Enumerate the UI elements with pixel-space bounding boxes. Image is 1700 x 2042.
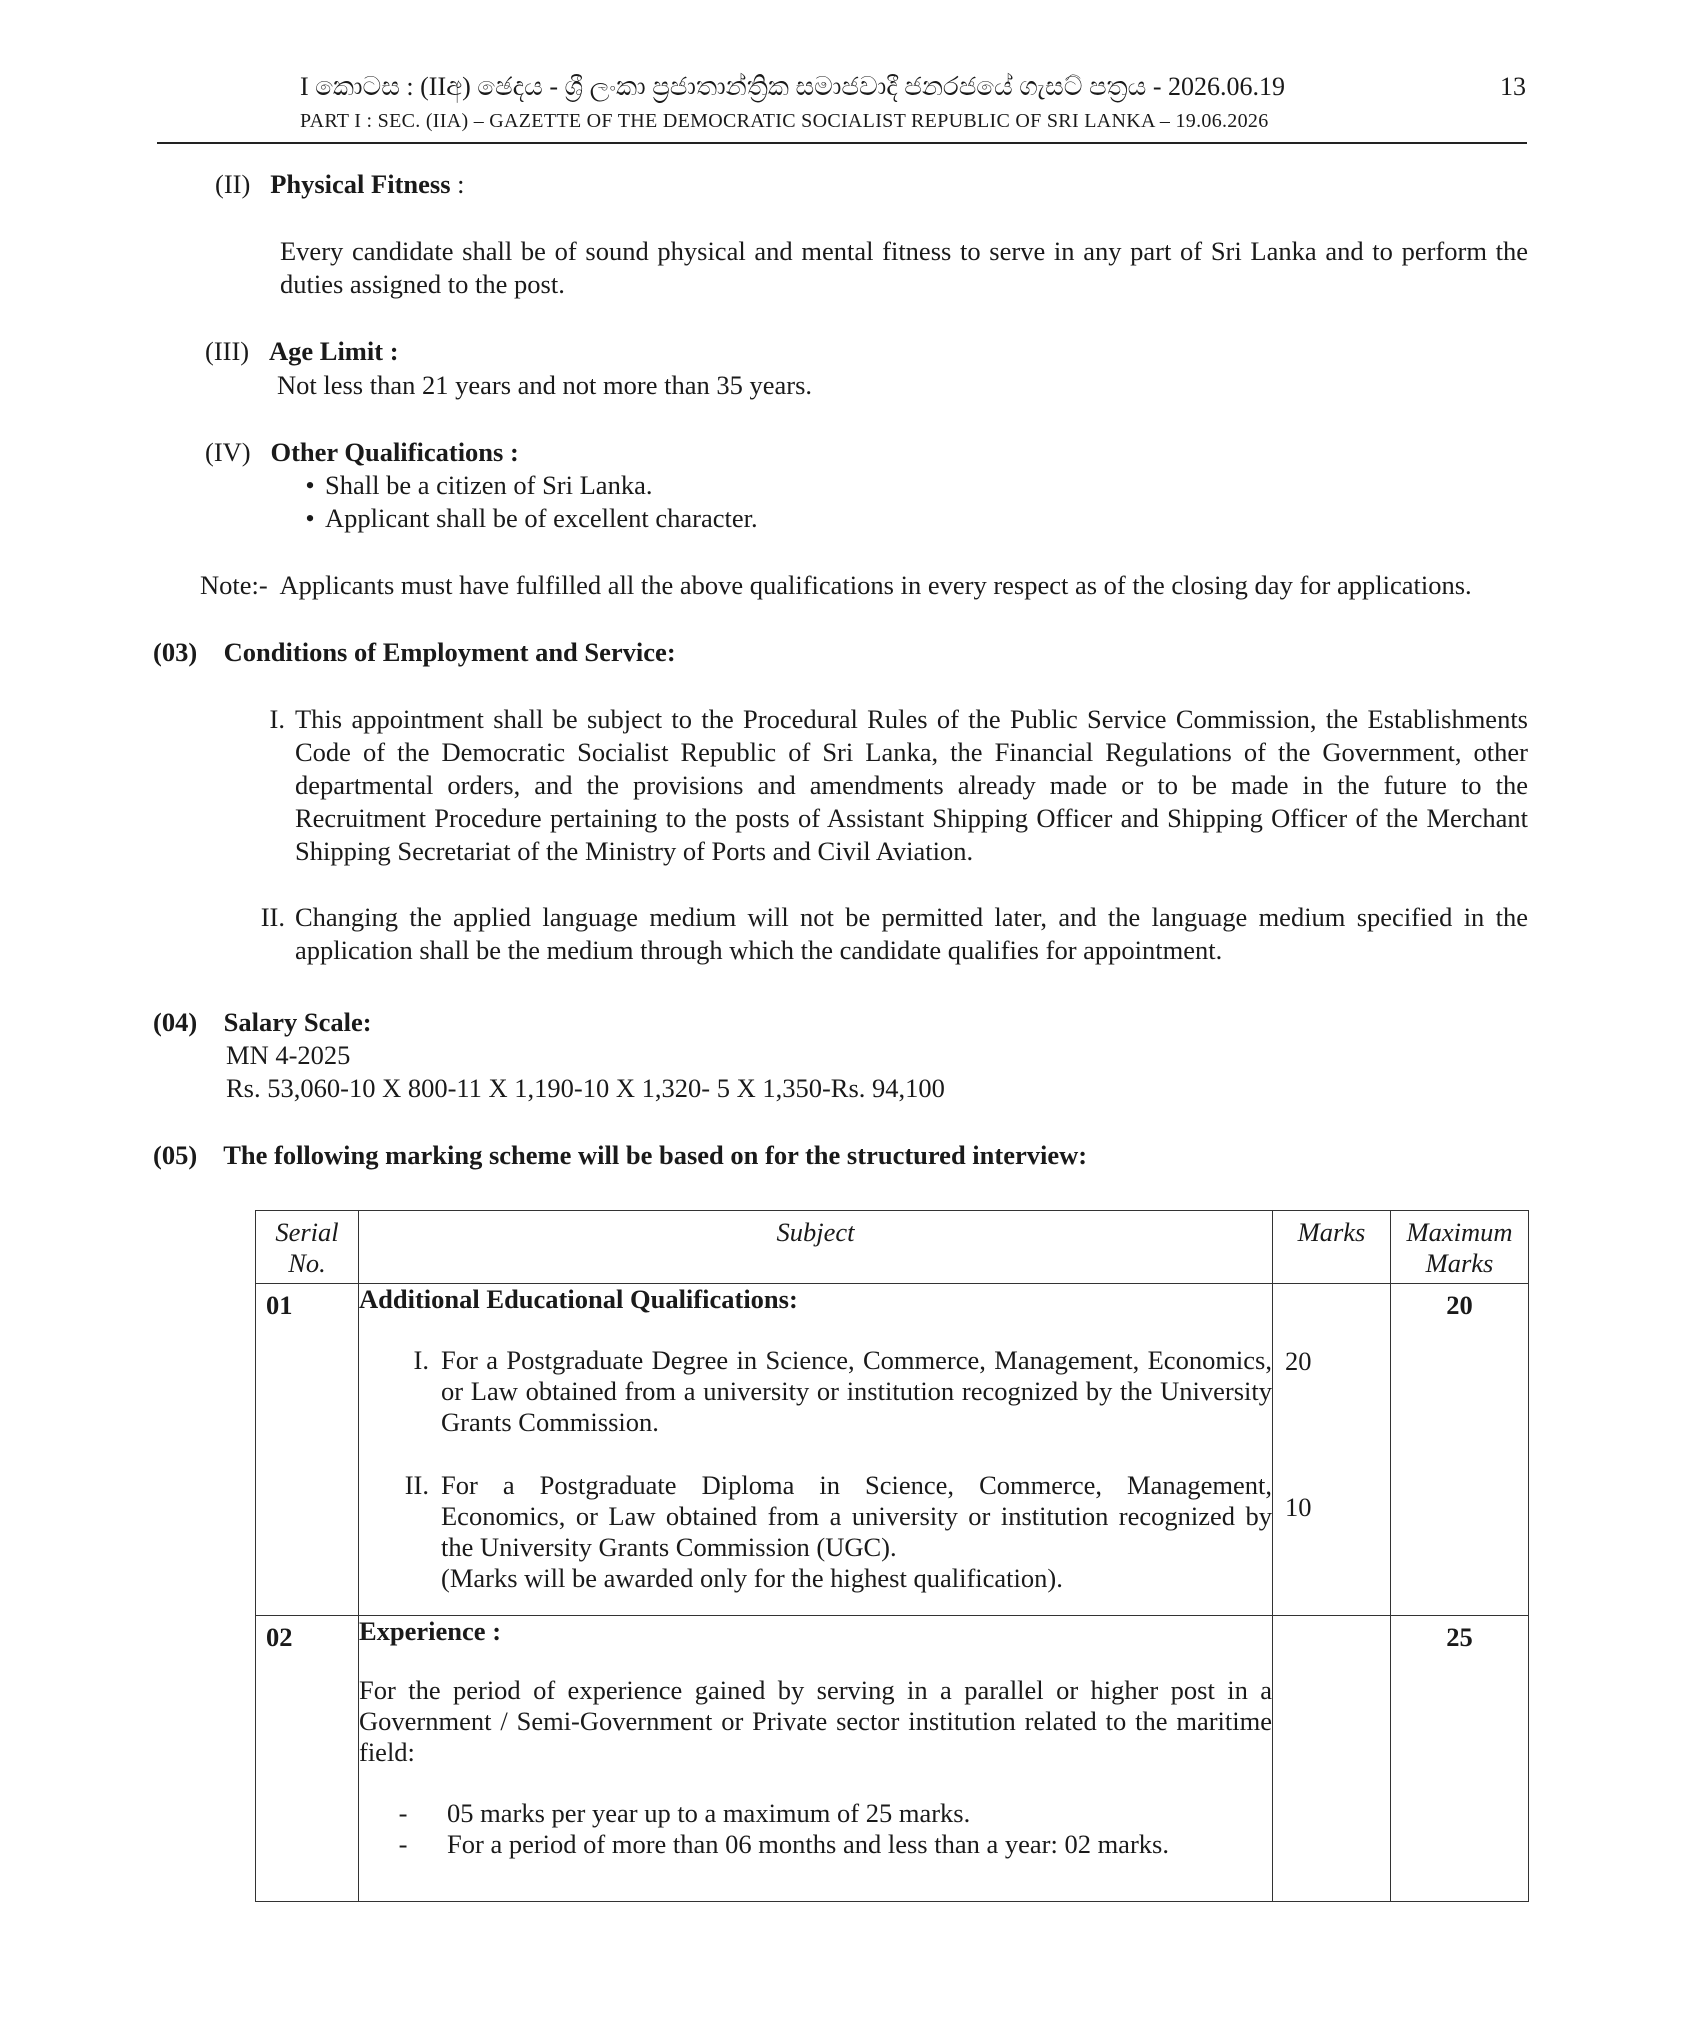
list-item — [295, 469, 758, 502]
salary-scale: Rs. 53,060-10 X 800-11 X 1,190-10 X 1,320- 5 X 1,350-Rs. 94,100 — [226, 1073, 945, 1103]
other-qualifications-list — [295, 469, 758, 535]
list-item — [359, 1798, 1272, 1829]
list-item — [359, 1829, 1272, 1860]
section-title: Other Qualifications : — [270, 437, 519, 467]
section-title: Physical Fitness — [270, 169, 451, 199]
table-row — [256, 1284, 1529, 1616]
item-text: This appointment shall be subject to the Procedural Rules of the Public Service Commission, the Establishments Code of the Democratic Socialist Republic of Sri Lanka, the Financial Regulations of the Government, other departmental orders, and the provisions and amendments already made or to be made in the future to the Recruitment Procedure pertaining to the posts of Assistant Shipping Officer and Shipping Officer of the Merchant Shipping Secretariat of the Ministry of Ports and Civil Aviation. — [295, 704, 1528, 866]
section-title: Salary Scale: — [223, 1007, 372, 1037]
section-number: (II) — [215, 169, 251, 199]
section-number: (05) — [153, 1140, 198, 1170]
marks-cell — [1273, 1616, 1391, 1902]
item-number: I. — [413, 1345, 429, 1375]
bullet-icon: • — [305, 503, 315, 533]
conditions-list — [240, 703, 1528, 967]
salary-heading — [153, 1006, 372, 1039]
list-item — [295, 502, 758, 535]
list-item-text: Shall be a citizen of Sri Lanka. — [325, 470, 653, 500]
header-subject: Subject — [359, 1211, 1273, 1284]
page-number: 13 — [1500, 72, 1526, 101]
serial-cell: 01 — [256, 1284, 359, 1616]
item-text: For a Postgraduate Degree in Science, Commerce, Management, Economics, or Law obtained from a university or institution recognized by the University Grants Commission. — [441, 1345, 1272, 1437]
condition-item — [240, 901, 1528, 967]
subject-cell — [359, 1284, 1273, 1616]
section-title: Conditions of Employment and Service: — [223, 637, 676, 667]
physical-fitness-heading — [215, 168, 465, 201]
marks-value: 10 — [1285, 1492, 1312, 1522]
sub-item — [359, 1470, 1272, 1594]
item-number: II. — [260, 902, 285, 932]
other-qualifications-heading — [205, 436, 519, 469]
title-colon: : — [450, 169, 465, 199]
header-divider — [157, 142, 1527, 144]
age-limit-heading — [205, 335, 399, 368]
note-text: Applicants must have fulfilled all the above qualifications in every respect as of the closing day for applications. — [279, 570, 1472, 600]
item-note: (Marks will be awarded only for the highest qualification). — [441, 1563, 1063, 1593]
item-number: II. — [404, 1470, 429, 1500]
salary-code: MN 4-2025 — [226, 1040, 351, 1070]
item-text: For a Postgraduate Diploma in Science, Commerce, Management, Economics, or Law obtained from a university or institution recognized by the University Grants Commission (UGC). — [441, 1470, 1272, 1562]
dash-list — [359, 1798, 1272, 1860]
item-body — [441, 1470, 1272, 1594]
physical-fitness-text: Every candidate shall be of sound physical and mental fitness to serve in any part of Sri Lanka and to perform the duties assigned to the post. — [280, 236, 1528, 299]
header-marks: Marks — [1273, 1211, 1391, 1284]
row-text: For the period of experience gained by serving in a parallel or higher post in a Government / Semi-Government or Private sector institution related to the maritime field: — [359, 1675, 1272, 1767]
row-title: Additional Educational Qualifications: — [359, 1284, 798, 1314]
note-label: Note:- — [200, 570, 268, 600]
section-number: (IV) — [205, 437, 251, 467]
conditions-heading — [153, 636, 676, 669]
section-title: The following marking scheme will be based on for the structured interview: — [223, 1140, 1088, 1170]
item-text: Changing the applied language medium will not be permitted later, and the language medium specified in the application shall be the medium through which the candidate qualifies for appointment. — [295, 902, 1528, 965]
bullet-icon: • — [305, 470, 315, 500]
max-marks-cell: 25 — [1391, 1616, 1529, 1902]
table-row — [256, 1616, 1529, 1902]
header-maximum-marks: Maximum Marks — [1391, 1211, 1529, 1284]
age-limit-text: Not less than 21 years and not more than 35 years. — [277, 370, 813, 400]
section-title: Age Limit : — [269, 336, 399, 366]
subject-cell — [359, 1616, 1273, 1902]
gazette-header-english: PART I : SEC. (IIA) – GAZETTE OF THE DEMOCRATIC SOCIALIST REPUBLIC OF SRI LANKA – 19.06.2026 — [300, 110, 1269, 132]
sub-item — [359, 1345, 1272, 1438]
header-serial: Serial No. — [256, 1211, 359, 1284]
note — [200, 569, 1530, 602]
marking-heading — [153, 1139, 1087, 1172]
list-item-text: 05 marks per year up to a maximum of 25 marks. — [447, 1798, 971, 1828]
marks-value: 20 — [1285, 1346, 1312, 1376]
section-number: (03) — [153, 637, 198, 667]
table-header-row — [256, 1211, 1529, 1284]
dash-icon: - — [398, 1798, 408, 1828]
marking-scheme-table — [255, 1210, 1529, 1902]
list-item-text: For a period of more than 06 months and less than a year: 02 marks. — [447, 1829, 1169, 1859]
serial-cell: 02 — [256, 1616, 359, 1902]
condition-item — [240, 703, 1528, 868]
dash-icon: - — [398, 1829, 408, 1859]
section-number: (III) — [205, 336, 250, 366]
gazette-header-sinhala: I කොටස : (IIඅ) ඡෙදය - ශ්‍රී ලංකා ප්‍රජාතාන්ත්‍රික සමාජවාදී ජනරජයේ ගැසට් පත්‍රය - 2026.06.19 — [300, 72, 1286, 101]
list-item-text: Applicant shall be of excellent character. — [325, 503, 758, 533]
max-marks-cell: 20 — [1391, 1284, 1529, 1616]
marks-cell — [1273, 1284, 1391, 1616]
row-title: Experience : — [359, 1616, 502, 1646]
section-number: (04) — [153, 1007, 198, 1037]
item-number: I. — [269, 704, 285, 734]
